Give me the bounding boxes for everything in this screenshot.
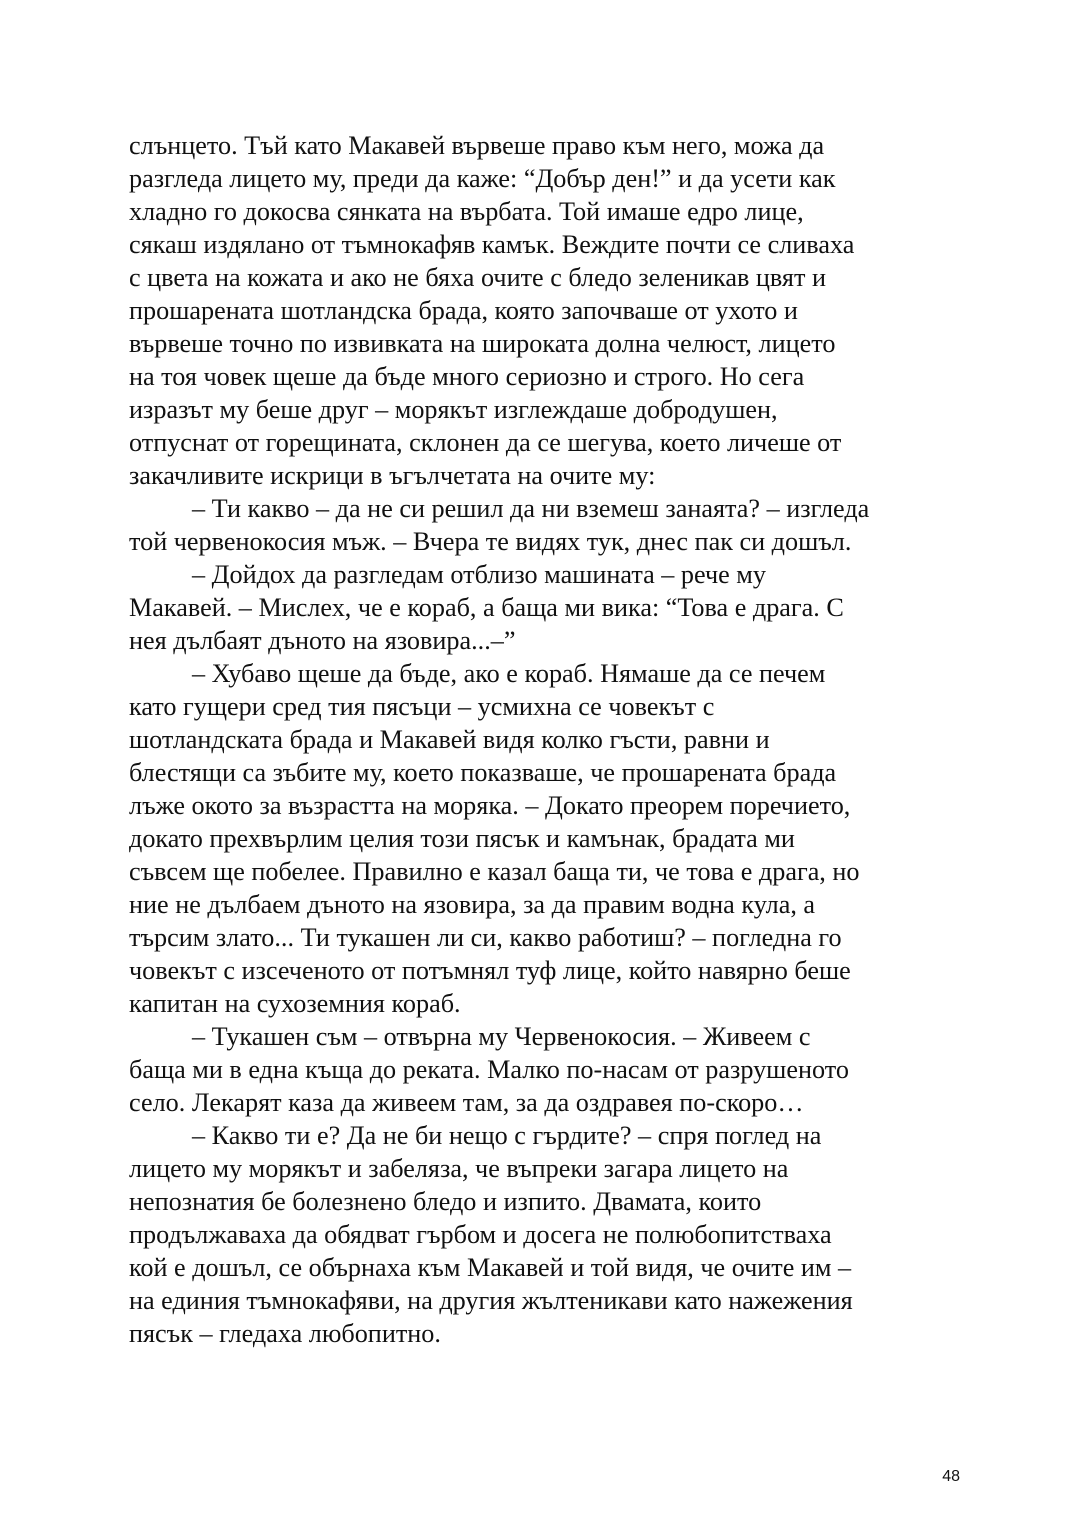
text-line: лицето му морякът и забеляза, че въпреки загара лицето на <box>129 1154 789 1183</box>
text-line: нея дълбаят дъното на язовира...–” <box>129 626 516 655</box>
text-line: пясък – гледаха любопитно. <box>129 1319 441 1348</box>
text-line: – Дойдох да разгледам отблизо машината – рече му <box>192 560 766 589</box>
text-line: шотландската брада и Макавей видя колко гъсти, равни и <box>129 725 770 754</box>
text-line: сякаш издялано от тъмнокафяв камък. Веждите почти се сливаха <box>129 230 855 259</box>
text-line: слънцето. Тъй като Макавей вървеше право към него, можа да <box>129 131 825 160</box>
text-line: лъже окото за възрастта на моряка. – Докато преорем поречието, <box>129 791 851 820</box>
text-line: прошарената шотландска брада, която започваше от ухото и <box>129 296 798 325</box>
text-line: разгледа лицето му, преди да каже: “Добър ден!” и да усети как <box>129 164 836 193</box>
text-line: докато прехвърлим целия този пясък и камънак, брадата ми <box>129 824 795 853</box>
text-line: той червенокосия мъж. – Вчера те видях тук, днес пак си дошъл. <box>129 527 852 556</box>
text-line: – Тукашен съм – отвърна му Червенокосия. – Живеем с <box>192 1022 811 1051</box>
text-line: закачливите искрици в ъгълчетата на очите му: <box>129 461 656 490</box>
text-line: – Какво ти е? Да не би нещо с гърдите? – спря поглед на <box>192 1121 822 1150</box>
text-line: изразът му беше друг – морякът изглеждаше добродушен, <box>129 395 778 424</box>
text-line: – Ти какво – да не си решил да ни вземеш занаята? – изгледа <box>192 494 870 523</box>
text-line: продължаваха да обядват гърбом и досега не полюбопитстваха <box>129 1220 832 1249</box>
text-line: хладно го докосва сянката на върбата. Той имаше едро лице, <box>129 197 804 226</box>
text-line: търсим злато... Ти тукашен ли си, какво работиш? – погледна го <box>129 923 842 952</box>
text-line: на тоя човек щеше да бъде много сериозно и строго. Но сега <box>129 362 805 391</box>
text-line: съвсем ще побелее. Правилно е казал баща ти, че това е драга, но <box>129 857 860 886</box>
text-line: непознатия бе болезнено бледо и изпито. Двамата, които <box>129 1187 762 1216</box>
text-line: на единия тъмнокафяви, на другия жълтеникави като нажежения <box>129 1286 853 1315</box>
page-number: 48 <box>942 1468 960 1485</box>
text-line: отпуснат от горещината, склонен да се шегува, което личеше от <box>129 428 842 457</box>
text-line: човекът с изсеченото от потъмнял туф лице, който навярно беше <box>129 956 851 985</box>
text-line: баща ми в една къща до реката. Малко по-насам от разрушеното <box>129 1055 849 1084</box>
body-text <box>129 129 959 1350</box>
text-line: Макавей. – Мислех, че е кораб, а баща ми вика: “Това е драга. С <box>129 593 844 622</box>
text-line: – Хубаво щеше да бъде, ако е кораб. Нямаше да се печем <box>192 659 826 688</box>
text-line: вървеше точно по извивката на широката долна челюст, лицето <box>129 329 836 358</box>
text-line: село. Лекарят каза да живеем там, за да оздравея по-скоро… <box>129 1088 804 1117</box>
text-line: блестящи са зъбите му, което показваше, че прошарената брада <box>129 758 837 787</box>
text-line: като гущери сред тия пясъци – усмихна се човекът с <box>129 692 715 721</box>
text-line: ние не дълбаем дъното на язовира, за да правим водна кула, а <box>129 890 816 919</box>
text-line: кой е дошъл, се обърнаха към Макавей и той видя, че очите им – <box>129 1253 852 1282</box>
text-line: капитан на сухоземния кораб. <box>129 989 461 1018</box>
text-line: с цвета на кожата и ако не бяха очите с бледо зеленикав цвят и <box>129 263 826 292</box>
